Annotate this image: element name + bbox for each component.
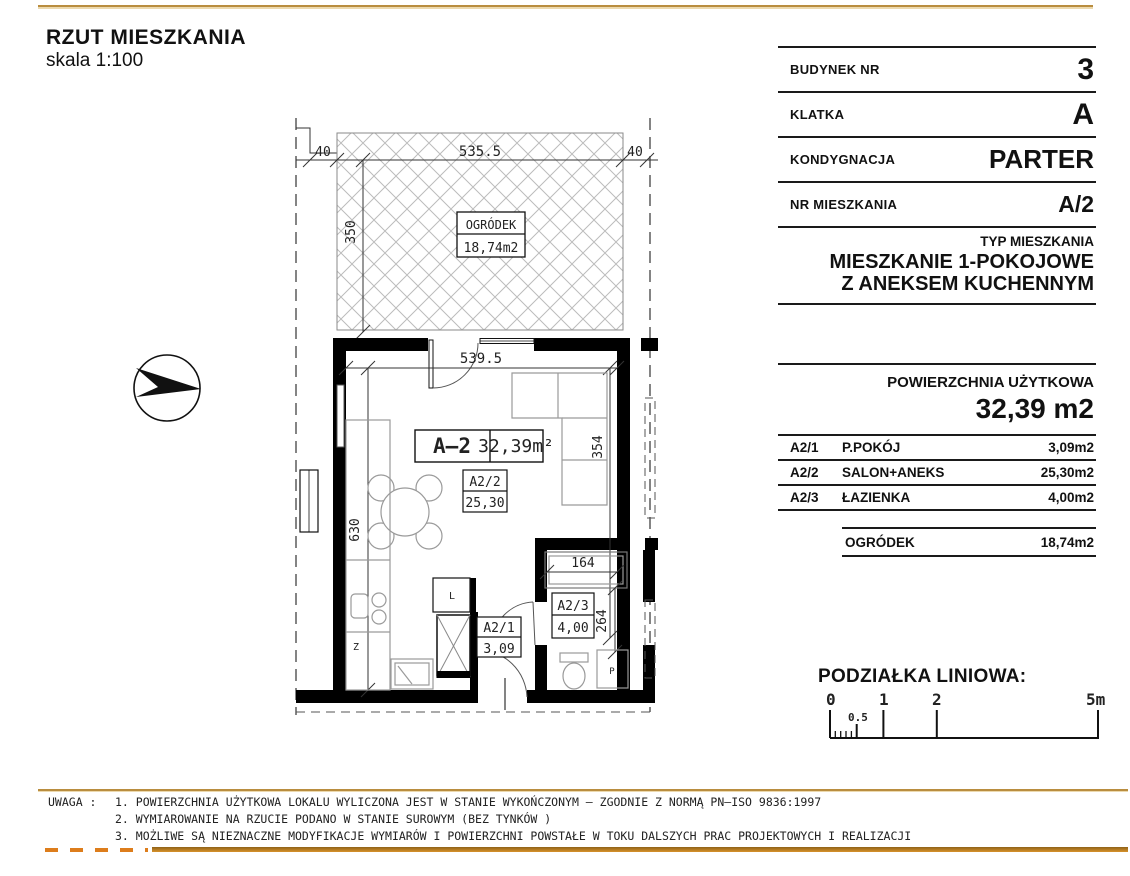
scale-tick-0: 0 <box>826 690 836 709</box>
top-accent-rule <box>38 5 1093 7</box>
notes-block <box>48 795 1108 846</box>
washer-letter: P <box>609 667 615 677</box>
scale-tick-5m: 5m <box>1086 690 1106 709</box>
hall-code: A2/1 <box>483 621 515 636</box>
garden-area <box>337 133 623 330</box>
apartment-label: NR MIESZKANIA <box>790 197 898 212</box>
unit-code: A–2 <box>433 434 471 458</box>
salon-code: A2/2 <box>469 475 501 490</box>
area-name: P.POKÓJ <box>842 440 901 455</box>
unit-label-box <box>415 430 554 462</box>
garden-value: 18,74m2 <box>1040 534 1094 550</box>
notes-label: UWAGA : <box>48 795 97 809</box>
usable-area-total: 32,39 m2 <box>975 393 1094 424</box>
floorplan-drawing <box>100 100 690 740</box>
storey-value: PARTER <box>989 144 1094 174</box>
bath-area: 4,00 <box>557 621 589 636</box>
notes-top-rule <box>38 789 1128 791</box>
info-row-building <box>778 46 1096 91</box>
linear-scale-ruler <box>818 688 1118 746</box>
area-value: 25,30m2 <box>1040 465 1094 480</box>
area-value: 3,09m2 <box>1048 440 1094 455</box>
bottom-accent-dashes <box>45 848 148 852</box>
building-label: BUDYNEK NR <box>790 62 880 77</box>
scale-tick-05: 0.5 <box>848 711 868 724</box>
linear-scale <box>818 666 1118 751</box>
area-code: A2/3 <box>790 490 819 505</box>
dimension-room-height <box>361 361 375 697</box>
staircase-label: KLATKA <box>790 107 845 122</box>
fridge-letter: L <box>448 591 456 602</box>
scale-tick-1: 1 <box>879 690 889 709</box>
apartment-type-line2: Z ANEKSEM KUCHENNYM <box>841 273 1094 295</box>
area-row-salon <box>778 459 1096 484</box>
garden-label: OGRÓDEK <box>465 218 517 232</box>
bottom-accent-rule <box>152 847 1128 852</box>
area-row-bathroom <box>778 484 1096 511</box>
building-value: 3 <box>1077 52 1094 86</box>
page-title: RZUT MIESZKANIA <box>46 26 246 49</box>
info-row-staircase <box>778 91 1096 136</box>
staircase-value: A <box>1072 97 1094 131</box>
salon-area: 25,30 <box>465 496 505 511</box>
garden-area-value: 18,74m2 <box>463 241 519 256</box>
dining-table-set <box>368 475 442 549</box>
garden-area-row <box>842 527 1096 557</box>
apartment-type-line1: MIESZKANIE 1-POKOJOWE <box>829 251 1094 273</box>
unit-area: 32,39m² <box>478 436 554 457</box>
storey-label: KONDYGNACJA <box>790 152 896 167</box>
north-arrow-icon <box>134 355 201 421</box>
info-row-apartment <box>778 181 1096 226</box>
dim-sofa-wall: 354 <box>591 435 606 459</box>
area-panel <box>778 363 1096 511</box>
info-panel <box>778 46 1096 305</box>
area-row-hall <box>778 434 1096 459</box>
area-name: ŁAZIENKA <box>842 490 911 505</box>
fridge <box>433 578 470 612</box>
entrance-door <box>478 650 527 710</box>
note-item-2: 2. WYMIAROWANIE NA RZUCIE PODANO W STANIE SUROWYM (BEZ TYNKÓW ) <box>115 812 552 826</box>
info-row-storey <box>778 136 1096 181</box>
area-value: 4,00m2 <box>1048 490 1094 505</box>
usable-area-caption: POWIERZCHNIA UŻYTKOWA <box>887 374 1094 391</box>
balcony-window <box>480 339 534 344</box>
sink-letter: Z <box>353 642 360 653</box>
area-code: A2/2 <box>790 465 819 480</box>
installation-shaft <box>437 615 470 678</box>
dim-top-left: 40 <box>315 145 331 160</box>
area-rows <box>778 434 1096 511</box>
area-name: SALON+ANEKS <box>842 465 945 480</box>
dim-bath-height: 264 <box>595 609 610 633</box>
toilet <box>560 653 588 689</box>
bath-label-box <box>552 593 594 638</box>
dim-top-right: 40 <box>627 145 643 160</box>
dim-room-height: 630 <box>348 518 363 542</box>
apartment-type-caption: TYP MIESZKANIA <box>980 234 1094 249</box>
linear-scale-caption: PODZIAŁKA LINIOWA: <box>818 666 1027 687</box>
dim-garden-depth: 350 <box>344 220 359 244</box>
area-code: A2/1 <box>790 440 819 455</box>
scale-tick-2: 2 <box>932 690 942 709</box>
left-window <box>300 470 318 532</box>
note-item-3: 3. MOŻLIWE SĄ NIEZNACZNE MODYFIKACJE WYMIARÓW I POWIERZCHNI POWSTAŁE W TOKU DALSZYCH PRAC PROJEKTOWYCH I REALIZACJI <box>115 829 912 843</box>
dim-room-width: 539.5 <box>459 351 503 367</box>
apartment-value: A/2 <box>1058 191 1094 217</box>
dim-top-width: 535.5 <box>458 144 502 160</box>
bath-door-leaf <box>533 602 535 645</box>
page-scale: skala 1:100 <box>46 50 144 71</box>
note-item-1: 1. POWIERZCHNIA UŻYTKOWA LOKALU WYLICZONA JEST W STANIE WYKOŃCZONYM – ZGODNIE Z NORMĄ PN–ISO 9836:1997 <box>115 795 822 809</box>
bath-code: A2/3 <box>557 599 589 614</box>
salon-label-box <box>463 470 507 512</box>
radiator <box>337 385 344 447</box>
hall-area: 3,09 <box>483 642 515 657</box>
garden-name: OGRÓDEK <box>845 534 915 550</box>
dim-bath-width: 164 <box>571 556 595 571</box>
hall-label-box <box>477 617 521 657</box>
apartment-type-block <box>778 226 1096 305</box>
